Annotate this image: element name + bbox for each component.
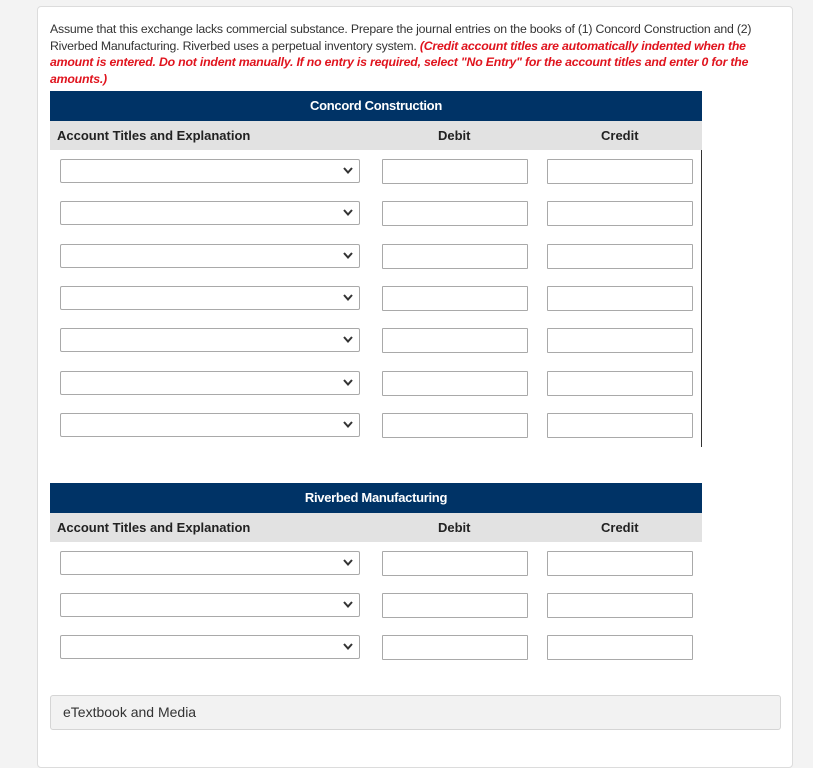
journal-column-header	[50, 513, 702, 542]
debit-input[interactable]	[382, 328, 528, 353]
chevron-down-icon	[342, 375, 354, 389]
account-title-dropdown[interactable]	[60, 593, 360, 617]
column-credit: Credit	[601, 520, 639, 535]
chevron-down-icon	[342, 417, 354, 431]
instructions	[50, 21, 775, 87]
journal-row	[50, 319, 702, 361]
account-title-dropdown[interactable]	[60, 328, 360, 352]
credit-input[interactable]	[547, 413, 693, 438]
debit-input[interactable]	[382, 159, 528, 184]
credit-input[interactable]	[547, 201, 693, 226]
journal-title: Riverbed Manufacturing	[50, 483, 702, 513]
debit-input[interactable]	[382, 371, 528, 396]
journal-riverbed-manufacturing	[50, 483, 702, 680]
journal-rows	[50, 542, 702, 680]
journal-concord-construction	[50, 91, 702, 447]
account-title-dropdown[interactable]	[60, 635, 360, 659]
account-title-dropdown[interactable]	[60, 244, 360, 268]
account-title-dropdown[interactable]	[60, 201, 360, 225]
column-credit: Credit	[601, 128, 639, 143]
credit-input[interactable]	[547, 286, 693, 311]
account-title-dropdown[interactable]	[60, 371, 360, 395]
etextbook-media-button[interactable]: eTextbook and Media	[50, 695, 781, 730]
journal-row	[50, 584, 702, 626]
column-debit: Debit	[438, 128, 471, 143]
chevron-down-icon	[342, 248, 354, 262]
journal-row	[50, 362, 702, 404]
chevron-down-icon	[342, 290, 354, 304]
debit-input[interactable]	[382, 551, 528, 576]
chevron-down-icon	[342, 332, 354, 346]
journal-title: Concord Construction	[50, 91, 702, 121]
journal-row	[50, 277, 702, 319]
journal-rows	[50, 150, 702, 447]
account-title-dropdown[interactable]	[60, 551, 360, 575]
debit-input[interactable]	[382, 286, 528, 311]
chevron-down-icon	[342, 555, 354, 569]
column-debit: Debit	[438, 520, 471, 535]
chevron-down-icon	[342, 597, 354, 611]
credit-input[interactable]	[547, 244, 693, 269]
debit-input[interactable]	[382, 593, 528, 618]
account-title-dropdown[interactable]	[60, 286, 360, 310]
credit-input[interactable]	[547, 593, 693, 618]
credit-input[interactable]	[547, 371, 693, 396]
account-title-dropdown[interactable]	[60, 413, 360, 437]
instructions-warning: (Credit account titles are automatically indented when the amount is entered. Do not indent manually. If no entry is required, select "No Entry" for the account titles and enter 0 for the amounts.)	[50, 38, 749, 86]
debit-input[interactable]	[382, 244, 528, 269]
debit-input[interactable]	[382, 635, 528, 660]
debit-input[interactable]	[382, 413, 528, 438]
question-card	[37, 6, 793, 768]
journal-row	[50, 150, 702, 192]
journal-row	[50, 192, 702, 234]
journal-row	[50, 235, 702, 277]
column-account-titles: Account Titles and Explanation	[57, 520, 251, 535]
chevron-down-icon	[342, 163, 354, 177]
credit-input[interactable]	[547, 159, 693, 184]
chevron-down-icon	[342, 639, 354, 653]
account-title-dropdown[interactable]	[60, 159, 360, 183]
chevron-down-icon	[342, 205, 354, 219]
credit-input[interactable]	[547, 551, 693, 576]
debit-input[interactable]	[382, 201, 528, 226]
journal-row	[50, 542, 702, 584]
column-account-titles: Account Titles and Explanation	[57, 128, 251, 143]
journal-column-header	[50, 121, 702, 150]
credit-input[interactable]	[547, 328, 693, 353]
instructions-text: Assume that this exchange lacks commercial substance. Prepare the journal entries on the books of (1) Concord Construction and (2) Riverbed Manufacturing. Riverbed uses a perpetual inventory system.	[50, 22, 752, 53]
journal-row	[50, 404, 702, 446]
credit-input[interactable]	[547, 635, 693, 660]
journal-row	[50, 626, 702, 668]
